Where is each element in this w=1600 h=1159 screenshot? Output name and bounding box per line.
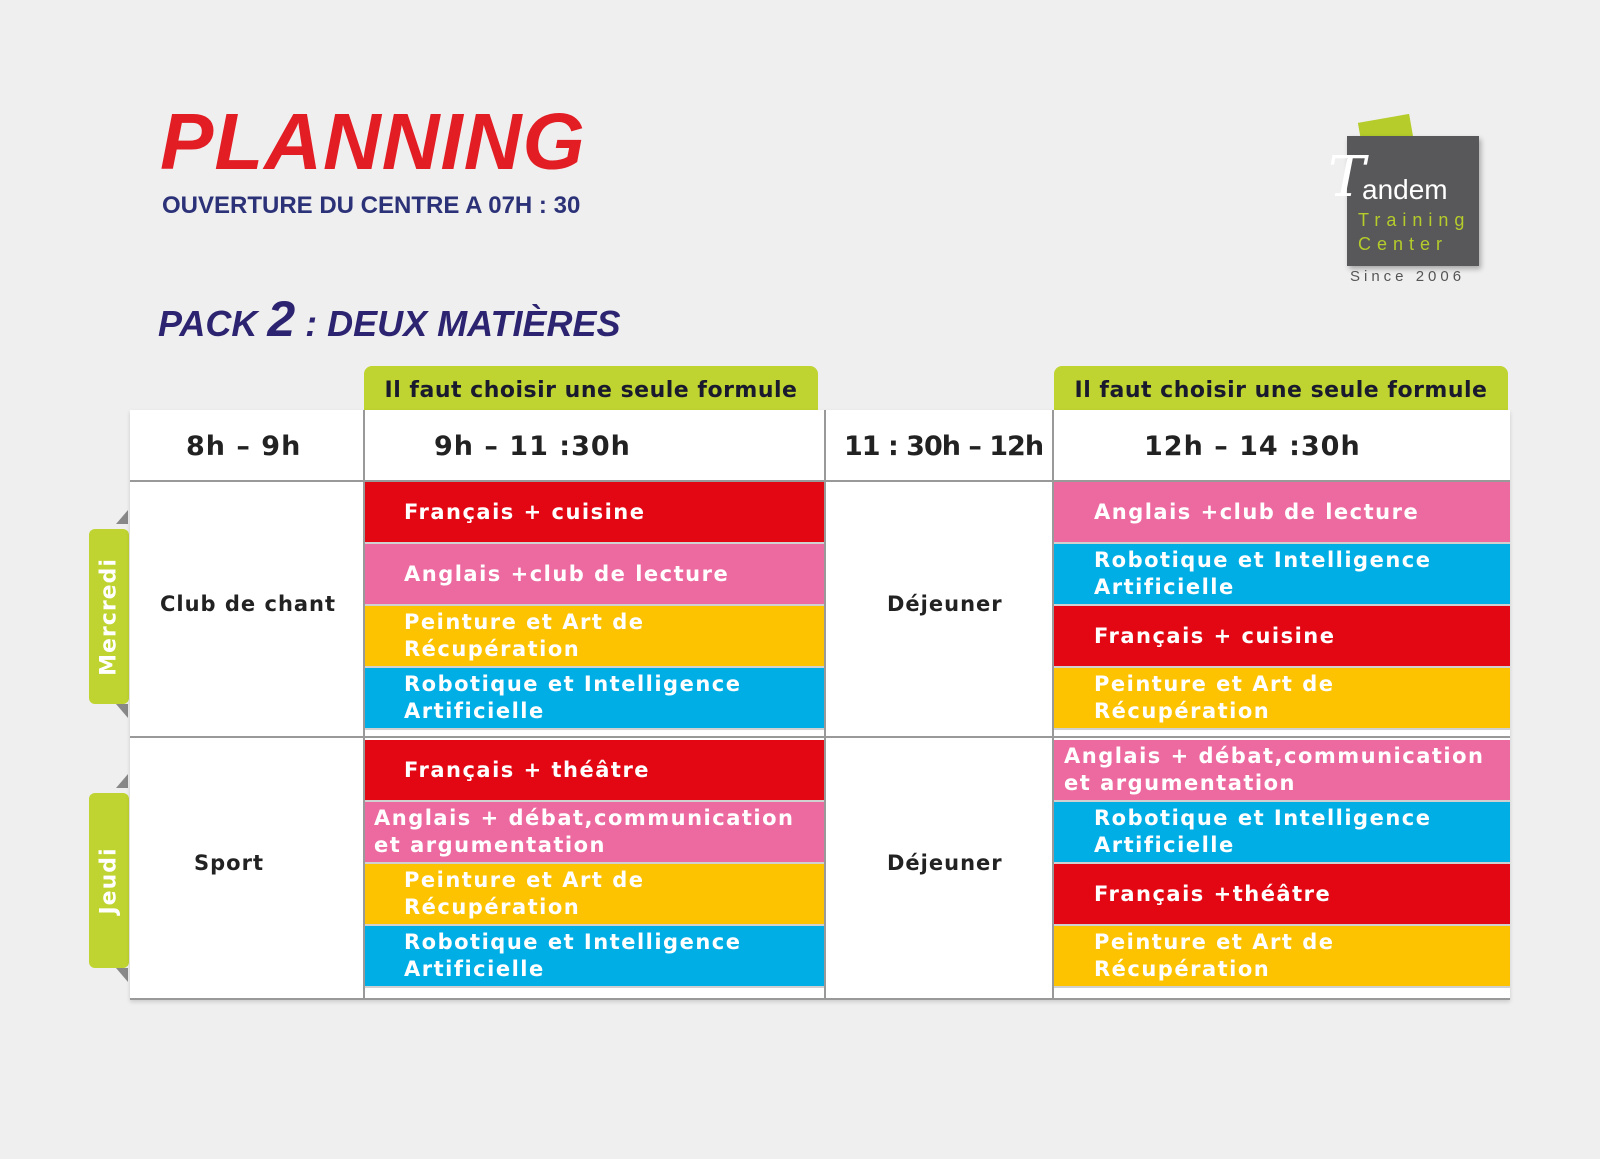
jeudi-morning-option[interactable] [364,802,824,864]
schedule-table [130,410,1510,1000]
jeudi-tab-fold [116,774,128,788]
jeudi-lunch: Déjeuner [887,851,1003,875]
option-line-2: Récupération [404,637,581,661]
option-line-1: Robotique et Intelligence [1094,548,1432,572]
jeudi-morning-option[interactable] [364,864,824,926]
mercredi-afternoon-option[interactable] [1054,606,1510,668]
mercredi-afternoon-option[interactable] [1054,668,1510,730]
option-line-1: Peinture et Art de [1094,930,1335,954]
column-divider [363,410,365,1000]
column-header-9h-11h30: 9h – 11 :30h [434,431,631,462]
mercredi-first-activity: Club de chant [160,592,337,616]
pack-suffix: : DEUX MATIÈRES [295,303,621,344]
day-tab-mercredi [89,529,129,704]
mercredi-morning-option[interactable] [364,544,824,606]
column-divider [1052,410,1054,1000]
option-line-1: Robotique et Intelligence [1094,806,1432,830]
option-line-2: Récupération [1094,957,1271,981]
option-line-1: Français + cuisine [1094,623,1336,648]
jeudi-afternoon-option[interactable] [1054,802,1510,864]
page-title: PLANNING [160,97,586,186]
day-label-jeudi: Jeudi [96,846,122,915]
row-divider [130,736,1510,738]
mercredi-morning-option[interactable] [364,482,824,544]
logo-center: Center [1358,234,1449,254]
option-line-1: Anglais +club de lecture [1094,499,1420,524]
jeudi-morning-option[interactable] [364,740,824,802]
table-bottom-border [130,998,1510,1000]
jeudi-afternoon-option[interactable] [1054,926,1510,988]
mercredi-afternoon-option[interactable] [1054,482,1510,544]
option-line-1: Robotique et Intelligence [404,930,742,954]
mercredi-tab-fold-bottom [116,704,128,718]
jeudi-afternoon-option[interactable] [1054,740,1510,802]
option-line-2: Artificielle [1094,833,1235,857]
column-header-8h-9h: 8h – 9h [186,431,302,462]
logo-letter-t: T [1328,145,1366,210]
option-line-2: Récupération [1094,699,1271,723]
option-line-1: Peinture et Art de [404,868,645,892]
option-line-1: Anglais + débat,communication [374,806,795,830]
jeudi-tab-fold-bottom [116,968,128,982]
tandem-logo [1300,118,1500,298]
header-divider [130,480,1510,482]
opening-time-subtitle: OUVERTURE DU CENTRE A 07H : 30 [162,192,581,219]
option-line-1: Anglais + débat,communication [1064,744,1485,768]
pack-number: 2 [267,291,296,347]
option-line-2: Artificielle [404,699,545,723]
mercredi-morning-option[interactable] [364,668,824,730]
jeudi-afternoon-option[interactable] [1054,864,1510,926]
option-line-2: Artificielle [404,957,545,981]
column-divider [824,410,826,1000]
day-tab-jeudi [89,793,129,968]
option-line-1: Français + cuisine [404,499,646,524]
option-line-1: Français + théâtre [404,757,651,782]
logo-since: Since 2006 [1350,268,1466,285]
logo-wordmark: andem [1362,174,1448,205]
pack-prefix: PACK [158,303,268,344]
option-line-1: Peinture et Art de [404,610,645,634]
logo-training: Training [1358,210,1471,230]
option-line-1: Peinture et Art de [1094,672,1335,696]
option-line-1: Robotique et Intelligence [404,672,742,696]
afternoon-choice-banner: Il faut choisir une seule formule [1054,366,1508,410]
mercredi-afternoon-option[interactable] [1054,544,1510,606]
column-header-12h-14h30: 12h – 14 :30h [1144,431,1361,462]
mercredi-morning-option[interactable] [364,606,824,668]
option-line-1: Français +théâtre [1094,881,1332,906]
mercredi-tab-fold [116,510,128,524]
option-line-2: et argumentation [374,833,607,857]
option-line-2: Récupération [404,895,581,919]
jeudi-morning-option[interactable] [364,926,824,988]
pack-heading [158,290,621,348]
day-label-mercredi: Mercredi [96,557,122,676]
option-line-2: et argumentation [1064,771,1297,795]
option-line-1: Anglais +club de lecture [404,561,730,586]
mercredi-lunch: Déjeuner [887,592,1003,616]
column-header-11h30-12h: 11 : 30h – 12h [844,431,1044,462]
morning-choice-banner: Il faut choisir une seule formule [364,366,818,410]
jeudi-first-activity: Sport [194,851,264,875]
option-line-2: Artificielle [1094,575,1235,599]
